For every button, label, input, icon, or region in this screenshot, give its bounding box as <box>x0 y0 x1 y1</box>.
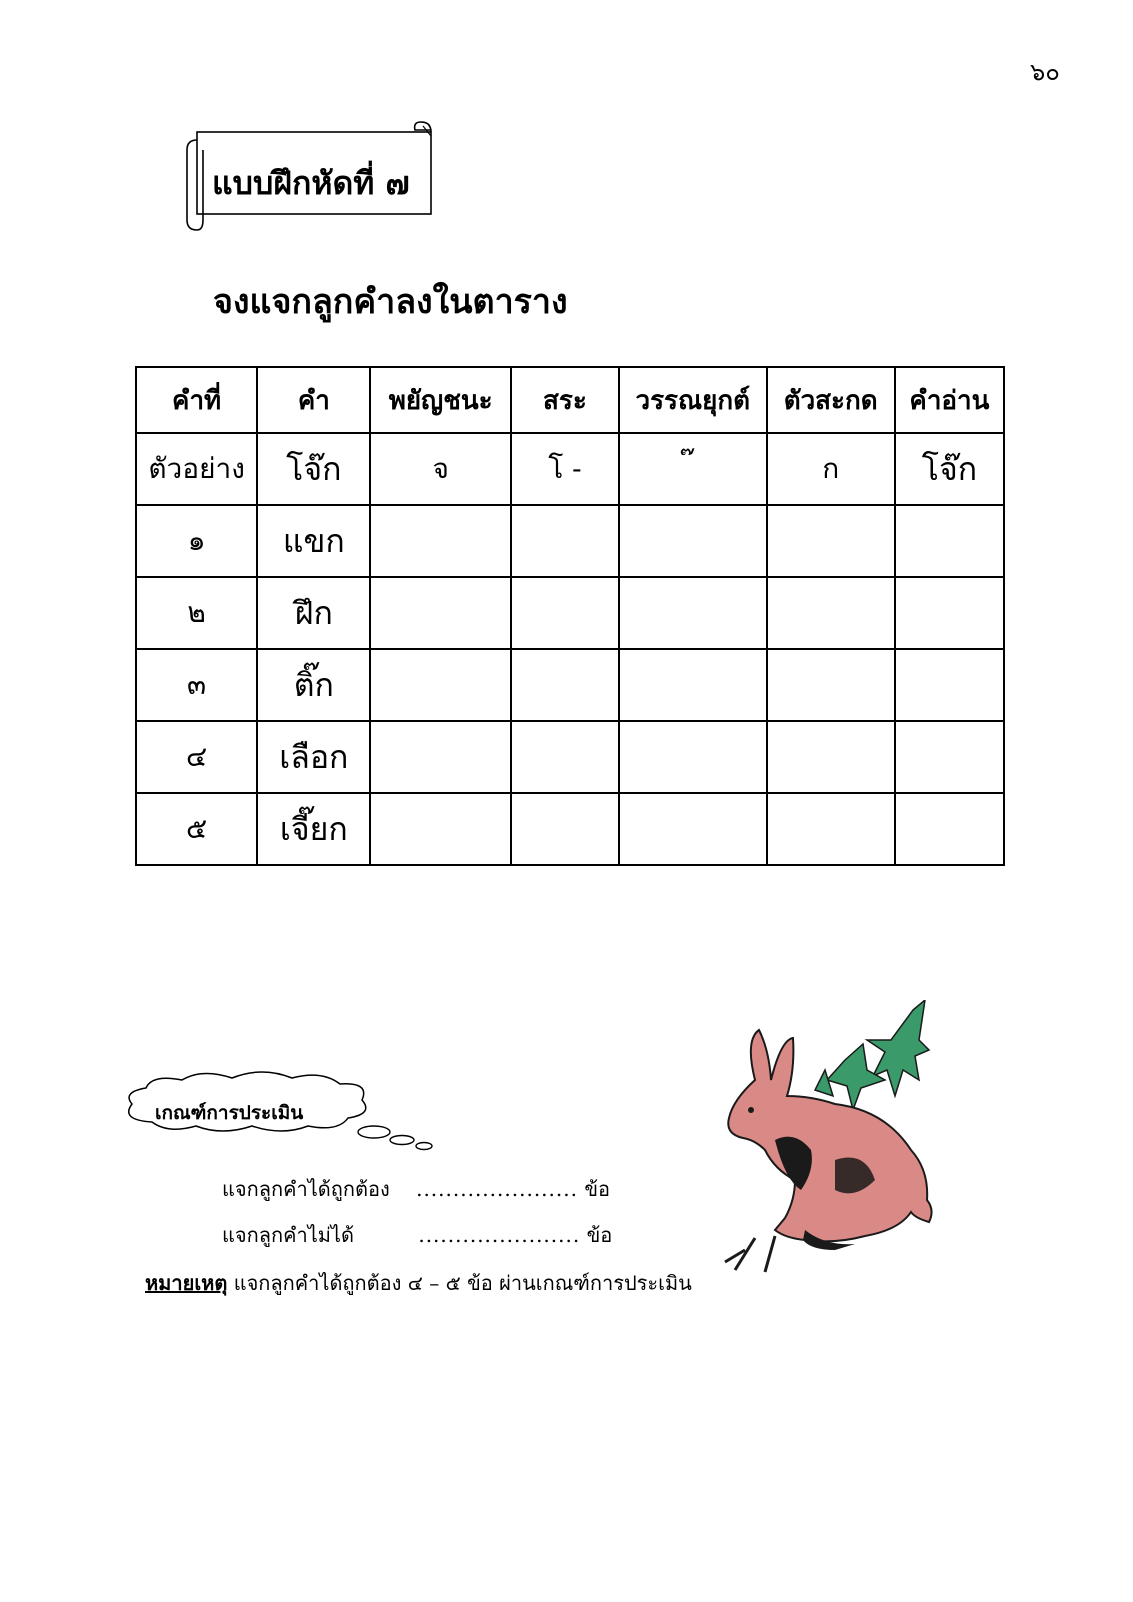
answer-cell[interactable] <box>511 793 619 865</box>
header-cell: วรรณยุกต์ <box>619 367 767 433</box>
answer-cell[interactable] <box>370 505 510 577</box>
table-row <box>136 577 1004 649</box>
answer-cell[interactable] <box>511 577 619 649</box>
answer-cell[interactable] <box>895 649 1004 721</box>
row-number: ๒ <box>136 577 257 649</box>
criteria-label: แจกลูกคำไม่ได้ <box>222 1223 354 1247</box>
note-label: หมายเหตุ <box>145 1271 228 1295</box>
table-row <box>136 793 1004 865</box>
row-word: ฝึก <box>257 577 370 649</box>
answer-cell[interactable] <box>619 649 767 721</box>
header-cell: คำอ่าน <box>895 367 1004 433</box>
row-word: แขก <box>257 505 370 577</box>
exercise-table <box>135 366 1005 866</box>
answer-cell[interactable] <box>767 793 895 865</box>
page-number: ๖๐ <box>1030 58 1060 86</box>
answer-cell[interactable] <box>511 649 619 721</box>
answer-cell[interactable] <box>370 577 510 649</box>
example-cell <box>619 433 767 505</box>
blank-line[interactable]: ...................... <box>418 1223 581 1247</box>
answer-cell[interactable] <box>895 505 1004 577</box>
row-word: เลือก <box>257 721 370 793</box>
rubric-title: เกณฑ์การประเมิน <box>155 1102 304 1124</box>
header-cell: พยัญชนะ <box>370 367 510 433</box>
answer-cell[interactable] <box>370 793 510 865</box>
exercise-title: แบบฝึกหัดที่ ๗ <box>212 164 410 202</box>
answer-cell[interactable] <box>895 577 1004 649</box>
exercise-banner <box>185 120 445 236</box>
criteria-line-correct <box>222 1173 610 1205</box>
answer-cell[interactable] <box>619 793 767 865</box>
row-number: ๑ <box>136 505 257 577</box>
thought-bubble-icon <box>112 1070 442 1190</box>
example-row <box>136 433 1004 505</box>
example-cell: โ - <box>511 433 619 505</box>
criteria-unit: ข้อ <box>586 1223 613 1247</box>
table-row <box>136 649 1004 721</box>
header-cell: ตัวสะกด <box>767 367 895 433</box>
header-cell: สระ <box>511 367 619 433</box>
answer-cell[interactable] <box>370 721 510 793</box>
answer-cell[interactable] <box>619 505 767 577</box>
example-cell: ก <box>767 433 895 505</box>
example-cell: โจ๊ก <box>257 433 370 505</box>
answer-cell[interactable] <box>619 577 767 649</box>
note-text: แจกลูกคำได้ถูกต้อง ๔ – ๕ ข้อ ผ่านเกณฑ์การประเมิน <box>233 1271 692 1295</box>
table-header-row <box>136 367 1004 433</box>
rabbit-illustration-icon <box>715 1000 965 1280</box>
row-word: เจี๊ยก <box>257 793 370 865</box>
example-cell: จ <box>370 433 510 505</box>
example-cell: ตัวอย่าง <box>136 433 257 505</box>
answer-cell[interactable] <box>895 793 1004 865</box>
note <box>145 1267 692 1299</box>
criteria-label: แจกลูกคำได้ถูกต้อง <box>222 1177 390 1201</box>
answer-cell[interactable] <box>767 649 895 721</box>
blank-line[interactable]: ...................... <box>416 1177 578 1201</box>
answer-cell[interactable] <box>370 649 510 721</box>
table-row <box>136 505 1004 577</box>
answer-cell[interactable] <box>767 721 895 793</box>
row-number: ๓ <box>136 649 257 721</box>
rubric-bubble <box>112 1070 442 1190</box>
row-number: ๔ <box>136 721 257 793</box>
answer-cell[interactable] <box>619 721 767 793</box>
answer-cell[interactable] <box>767 577 895 649</box>
example-cell: โจ๊ก <box>895 433 1004 505</box>
row-word: ติ๊ก <box>257 649 370 721</box>
criteria-unit: ข้อ <box>584 1177 611 1201</box>
answer-cell[interactable] <box>511 505 619 577</box>
answer-cell[interactable] <box>511 721 619 793</box>
criteria-line-incorrect <box>222 1219 612 1251</box>
answer-cell[interactable] <box>895 721 1004 793</box>
header-cell: คำ <box>257 367 370 433</box>
row-number: ๕ <box>136 793 257 865</box>
table-row <box>136 721 1004 793</box>
header-cell: คำที่ <box>136 367 257 433</box>
instruction: จงแจกลูกคำลงในตาราง <box>213 282 568 322</box>
plant-icon <box>815 1000 929 1110</box>
answer-cell[interactable] <box>767 505 895 577</box>
